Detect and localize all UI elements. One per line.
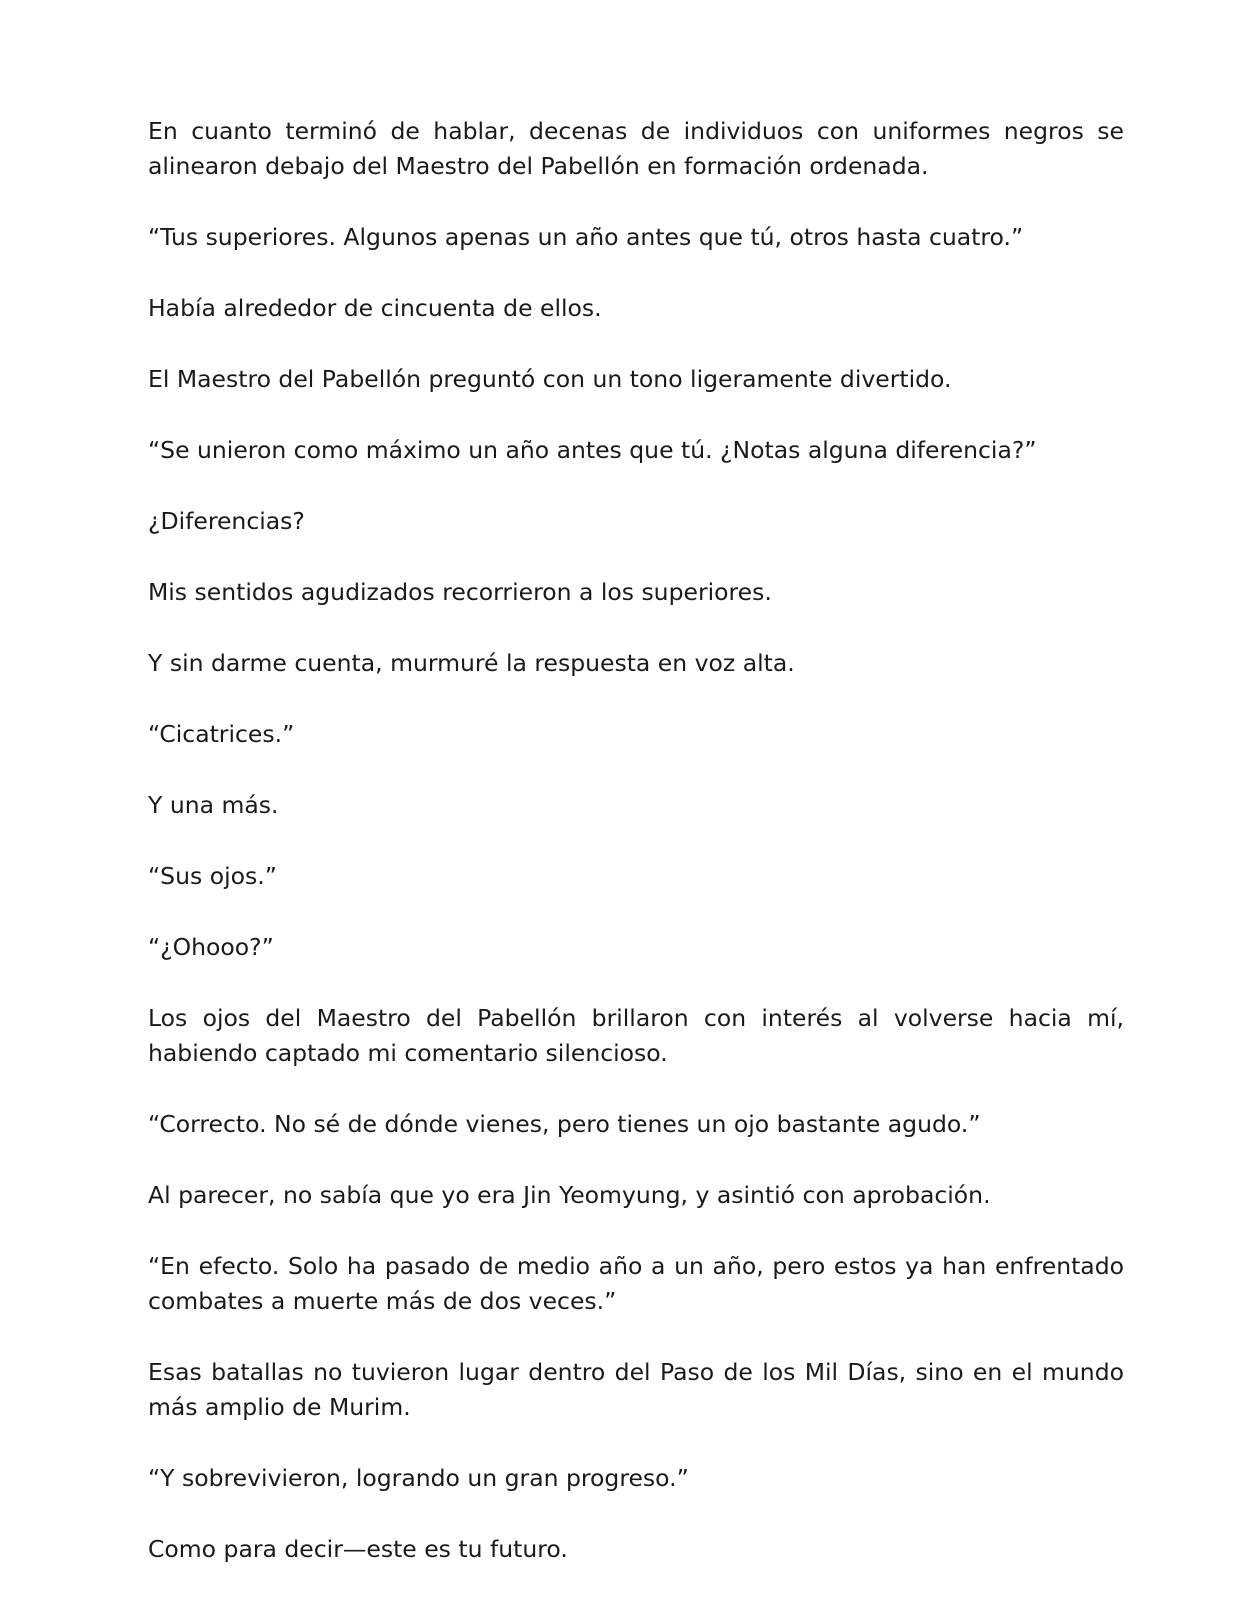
paragraph: “Cicatrices.” <box>148 720 295 748</box>
paragraph: “¿Ohooo?” <box>148 933 274 961</box>
paragraph: “Sus ojos.” <box>148 862 277 890</box>
paragraph: “Y sobrevivieron, logrando un gran progreso.” <box>148 1464 689 1492</box>
paragraph: “Tus superiores. Algunos apenas un año antes que tú, otros hasta cuatro.” <box>148 223 1024 251</box>
paragraph: En cuanto terminó de hablar, decenas de individuos con uniformes negros se alinearon debajo del Maestro del Pabellón en formación ordenada. <box>148 117 1124 180</box>
paragraph: Esas batallas no tuvieron lugar dentro del Paso de los Mil Días, sino en el mundo más amplio de Murim. <box>148 1358 1124 1421</box>
paragraph: “Correcto. No sé de dónde vienes, pero tienes un ojo bastante agudo.” <box>148 1110 981 1138</box>
paragraph: Y una más. <box>148 791 279 819</box>
paragraph: “En efecto. Solo ha pasado de medio año a un año, pero estos ya han enfrentado combates a muerte más de dos veces.” <box>148 1252 1124 1315</box>
paragraph: ¿Diferencias? <box>148 507 305 535</box>
paragraph: Los ojos del Maestro del Pabellón brillaron con interés al volverse hacia mí, habiendo captado mi comentario silencioso. <box>148 1004 1124 1067</box>
paragraph: Mis sentidos agudizados recorrieron a los superiores. <box>148 578 772 606</box>
paragraph: Y sin darme cuenta, murmuré la respuesta en voz alta. <box>148 649 795 677</box>
paragraph: Había alrededor de cincuenta de ellos. <box>148 294 602 322</box>
paragraph: Como para decir—este es tu futuro. <box>148 1535 568 1563</box>
paragraph: El Maestro del Pabellón preguntó con un tono ligeramente divertido. <box>148 365 952 393</box>
paragraph: Al parecer, no sabía que yo era Jin Yeomyung, y asintió con aprobación. <box>148 1181 991 1209</box>
document-body <box>148 114 1124 1603</box>
paragraph: “Se unieron como máximo un año antes que tú. ¿Notas alguna diferencia?” <box>148 436 1037 464</box>
